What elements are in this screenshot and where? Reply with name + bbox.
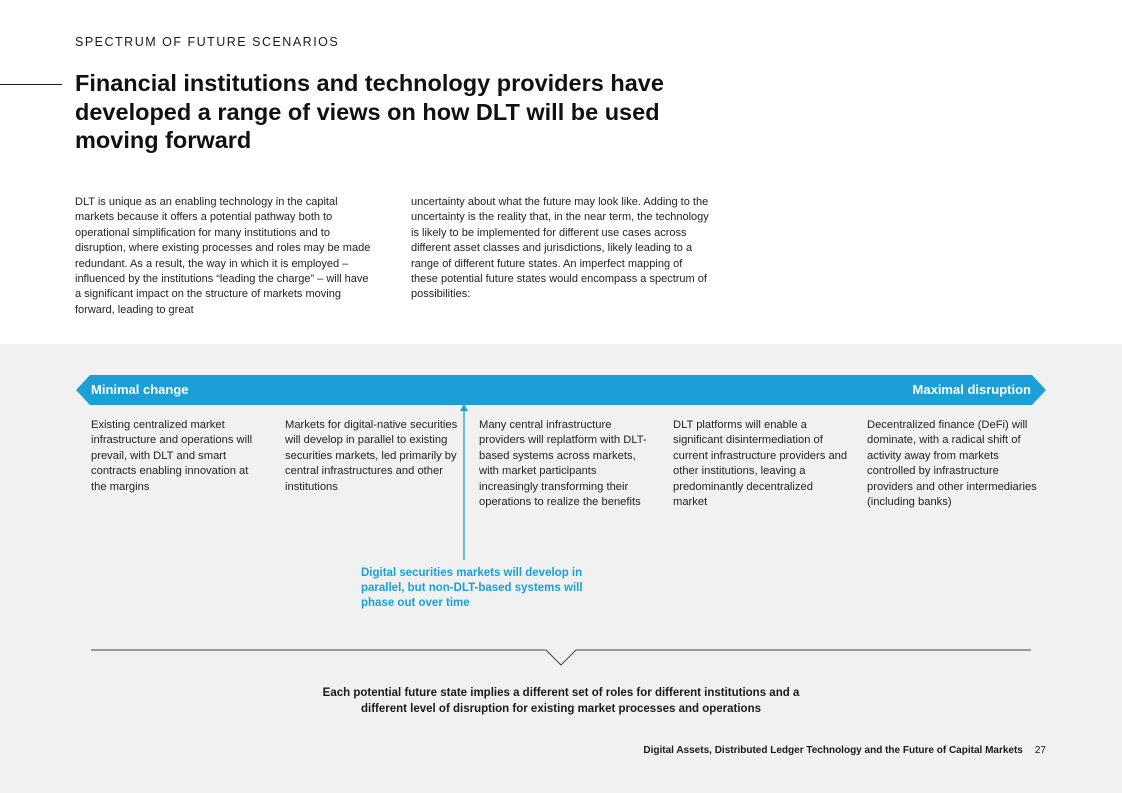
scenario-4: DLT platforms will enable a significant disintermediation of current infrastructure providers and other institutions, leaving a predominantly decentralized market [673,419,848,509]
section-label: SPECTRUM OF FUTURE SCENARIOS [75,35,340,49]
intro-paragraph-left: DLT is unique as an enabling technology in the capital markets because it offers a potential pathway both to operational simplification for many institutions and to disruption, where existing processes and roles may be made redundant. As a result, the way in which it is employed – influenced by the institutions “leading the charge” – will have a significant impact on the structure of markets moving forward, leading to great [75,196,371,316]
callout-text: Digital securities markets will develop in parallel, but non-DLT-based systems will phase out over time [361,567,583,610]
maximal-disruption-label: Maximal disruption [912,382,1031,397]
spectrum-arrow-bar [76,375,1046,405]
minimal-change-label: Minimal change [91,382,189,397]
scenario-2: Markets for digital-native securities will develop in parallel to existing securities markets, led primarily by central infrastructures and other institutions [285,419,458,493]
spectrum-arrow-shape [76,375,1046,405]
chevron-divider [91,648,1031,668]
summary-text: Each potential future state implies a different set of roles for different institutions and a different level of disruption for existing market processes and operations [322,687,800,715]
publication-title: Digital Assets, Distributed Ledger Technology and the Future of Capital Markets [643,745,1023,756]
scenario-5: Decentralized finance (DeFi) will dominate, with a radical shift of activity away from markets controlled by infrastructure providers and other intermediaries (including banks) [867,419,1037,509]
page-title: Financial institutions and technology providers have developed a range of views on how DLT will be used moving forward [75,70,664,153]
title-rule [0,84,62,85]
page-footer [643,745,1046,756]
intro-paragraph-right: uncertainty about what the future may look like. Adding to the uncertainty is the reality that, in the near term, the technology is likely to be implemented for different use cases across different asset classes and jurisdictions, likely leading to a range of different future states. An imperfect mapping of these potential future states would encompass a spectrum of possibilities: [411,196,709,301]
page-number: 27 [1034,745,1046,756]
callout-pointer-arrow [458,404,470,560]
scenario-3: Many central infrastructure providers will replatform with DLT-based systems across markets, with market participants increasingly transforming their operations to realize the benefits [479,419,647,509]
scenario-1: Existing centralized market infrastructure and operations will prevail, with DLT and smart contracts enabling innovation at the margins [91,419,253,493]
